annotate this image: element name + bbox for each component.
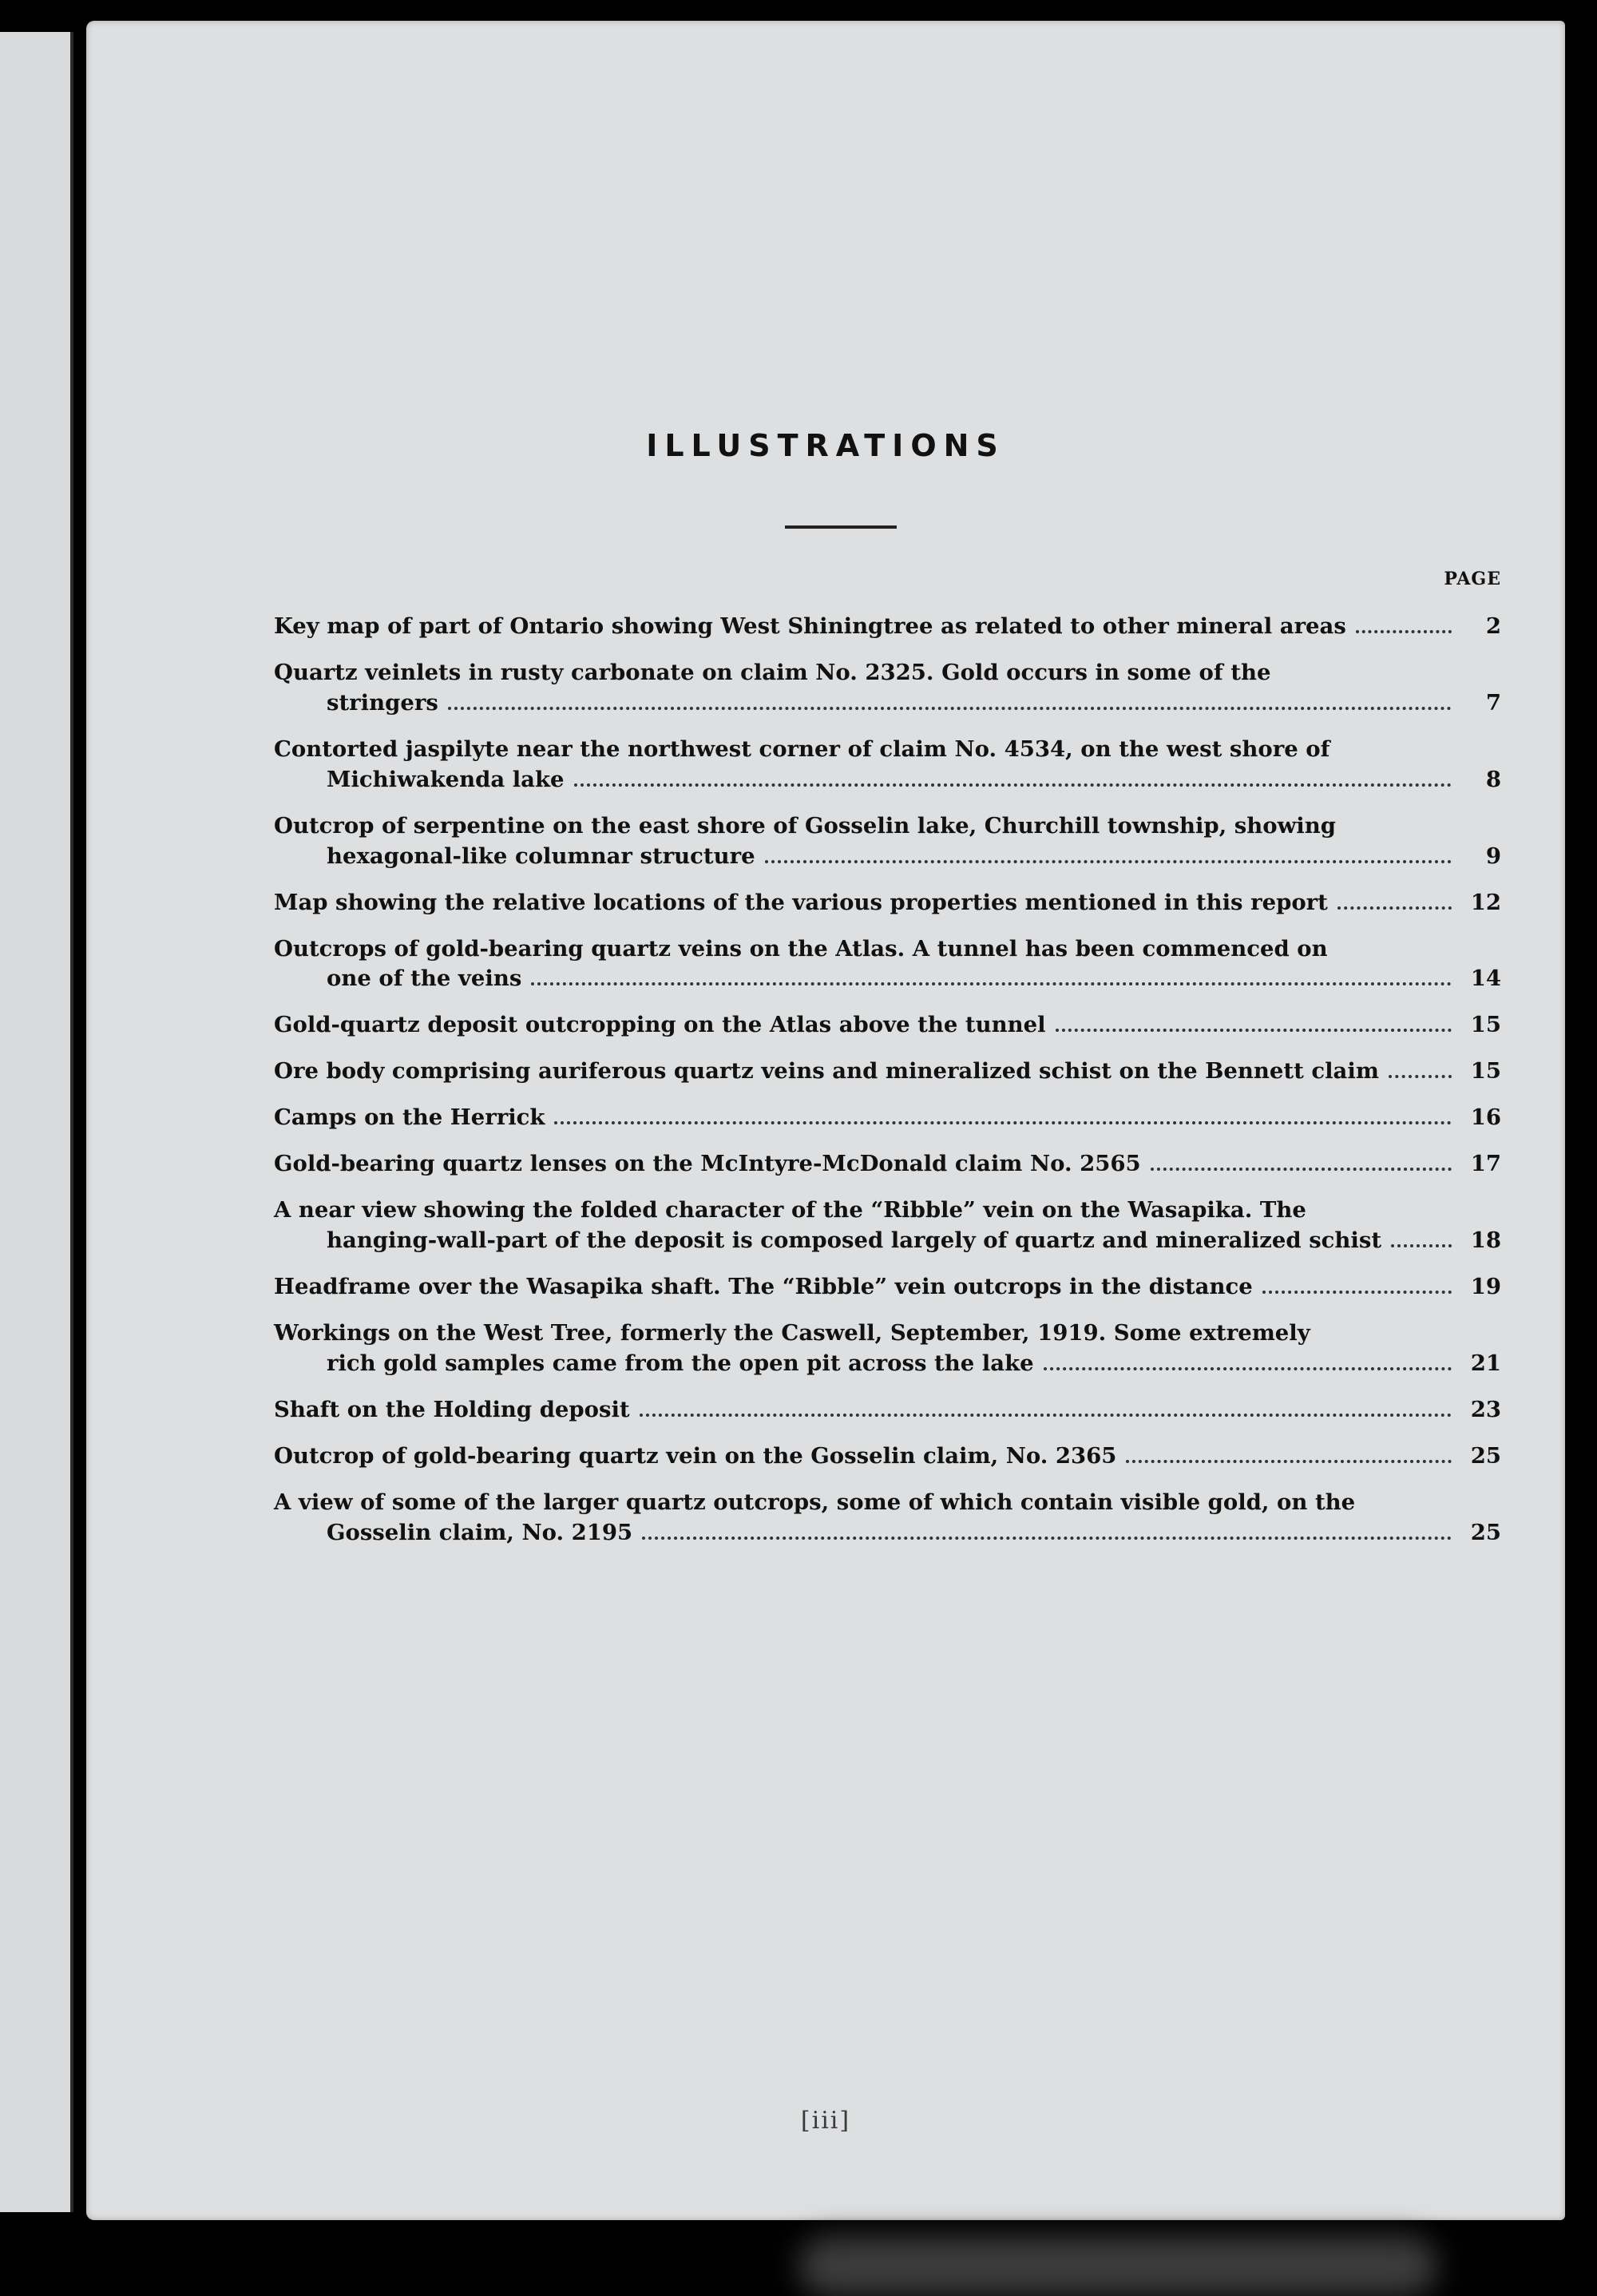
entry-page-number: 16 (1470, 1104, 1501, 1131)
entry-caption: Shaft on the Holding deposit (274, 1396, 630, 1422)
illustrations-list (274, 612, 1501, 1564)
entry-page-number: 15 (1470, 1012, 1501, 1038)
entry-page-number: 8 (1485, 766, 1501, 792)
illustration-entry (274, 735, 1501, 795)
illustration-entry (274, 1441, 1501, 1472)
entry-caption: Outcrop of gold-bearing quartz vein on the Gosselin claim, No. 2365 (274, 1442, 1117, 1469)
illustration-entry (274, 1395, 1501, 1426)
illustration-entry (274, 612, 1501, 642)
dot-leader (1126, 1460, 1452, 1463)
illustration-entry (274, 811, 1501, 872)
illustration-entry (274, 1057, 1501, 1087)
dot-leader (1389, 1075, 1452, 1078)
illustration-entry (274, 888, 1501, 918)
entry-page-number: 23 (1470, 1396, 1501, 1422)
dot-leader (531, 982, 1452, 985)
illustration-entry (274, 1319, 1501, 1379)
page-column-header: PAGE (1444, 569, 1501, 589)
dot-leader (574, 783, 1452, 787)
entry-caption-first-line: Quartz veinlets in rusty carbonate on claim No. 2325. Gold occurs in some of the (274, 659, 1271, 685)
entry-page-number: 15 (1470, 1058, 1501, 1085)
illustration-entry (274, 1149, 1501, 1180)
dot-leader (1262, 1291, 1452, 1294)
scan-shadow (798, 2236, 1437, 2296)
entry-caption: Ore body comprising auriferous quartz veins and mineralized schist on the Bennett claim (274, 1058, 1379, 1085)
entry-page-number: 12 (1470, 889, 1501, 915)
entry-caption-continuation: Gosselin claim, No. 2195 (327, 1519, 633, 1545)
entry-caption-first-line: Contorted jaspilyte near the northwest corner of claim No. 4534, on the west shore of (274, 736, 1330, 762)
dot-leader (1337, 906, 1452, 910)
document-page (86, 21, 1565, 2220)
illustration-entry (274, 1103, 1501, 1133)
entry-page-number: 18 (1470, 1227, 1501, 1254)
illustration-entry (274, 1010, 1501, 1041)
entry-caption-continuation: hexagonal-like columnar structure (327, 843, 755, 869)
entry-caption: Headframe over the Wasapika shaft. The “Ribble” vein outcrops in the distance (274, 1274, 1253, 1299)
entry-caption-first-line: Outcrop of serpentine on the east shore of Gosselin lake, Churchill township, showing (274, 812, 1336, 839)
entry-caption-continuation: stringers (327, 689, 438, 716)
dot-leader (1044, 1367, 1452, 1370)
dot-leader (642, 1537, 1452, 1540)
entry-caption-continuation: hanging-wall-part of the deposit is composed largely of quartz and mineralized schist (327, 1227, 1382, 1254)
page-title: ILLUSTRATIONS (646, 428, 1005, 463)
entry-page-number: 25 (1470, 1519, 1501, 1545)
entry-page-number: 21 (1470, 1350, 1501, 1376)
illustration-entry (274, 1272, 1501, 1303)
entry-caption-first-line: A near view showing the folded character of the “Ribble” vein on the Wasapika. The (274, 1197, 1306, 1223)
dot-leader (640, 1414, 1452, 1417)
entry-page-number: 9 (1485, 843, 1501, 869)
entry-page-number: 17 (1470, 1151, 1501, 1177)
entry-page-number: 7 (1485, 689, 1501, 716)
entry-caption-continuation: one of the veins (327, 966, 522, 992)
entry-page-number: 25 (1470, 1442, 1501, 1469)
illustration-entry (274, 658, 1501, 719)
entry-caption: Map showing the relative locations of the various properties mentioned in this report (274, 889, 1328, 915)
entry-caption-first-line: A view of some of the larger quartz outcrops, some of which contain visible gold, on the (274, 1489, 1356, 1515)
dot-leader (1356, 630, 1452, 633)
dot-leader (448, 707, 1452, 710)
title-rule (785, 525, 897, 529)
dot-leader (765, 860, 1452, 863)
entry-page-number: 19 (1470, 1274, 1501, 1299)
dot-leader (1391, 1244, 1452, 1247)
illustration-entry (274, 934, 1501, 995)
previous-page-edge (0, 32, 73, 2212)
page-folio: [iii] (800, 2107, 851, 2135)
entry-caption-first-line: Workings on the West Tree, formerly the Caswell, September, 1919. Some extremely (274, 1319, 1310, 1346)
entry-page-number: 14 (1470, 966, 1501, 992)
entry-page-number: 2 (1485, 613, 1501, 639)
entry-caption: Gold-quartz deposit outcropping on the Atlas above the tunnel (274, 1012, 1046, 1038)
illustration-entry (274, 1196, 1501, 1256)
entry-caption-continuation: rich gold samples came from the open pit across the lake (327, 1350, 1034, 1376)
entry-caption-continuation: Michiwakenda lake (327, 766, 565, 792)
entry-caption-first-line: Outcrops of gold-bearing quartz veins on the Atlas. A tunnel has been commenced on (274, 935, 1328, 962)
dot-leader (1151, 1168, 1452, 1171)
entry-caption: Camps on the Herrick (274, 1104, 545, 1131)
entry-caption: Key map of part of Ontario showing West Shiningtree as related to other mineral areas (274, 613, 1346, 639)
illustration-entry (274, 1488, 1501, 1549)
entry-caption: Gold-bearing quartz lenses on the McIntyre-McDonald claim No. 2565 (274, 1151, 1141, 1177)
dot-leader (554, 1121, 1452, 1124)
dot-leader (1056, 1029, 1452, 1032)
